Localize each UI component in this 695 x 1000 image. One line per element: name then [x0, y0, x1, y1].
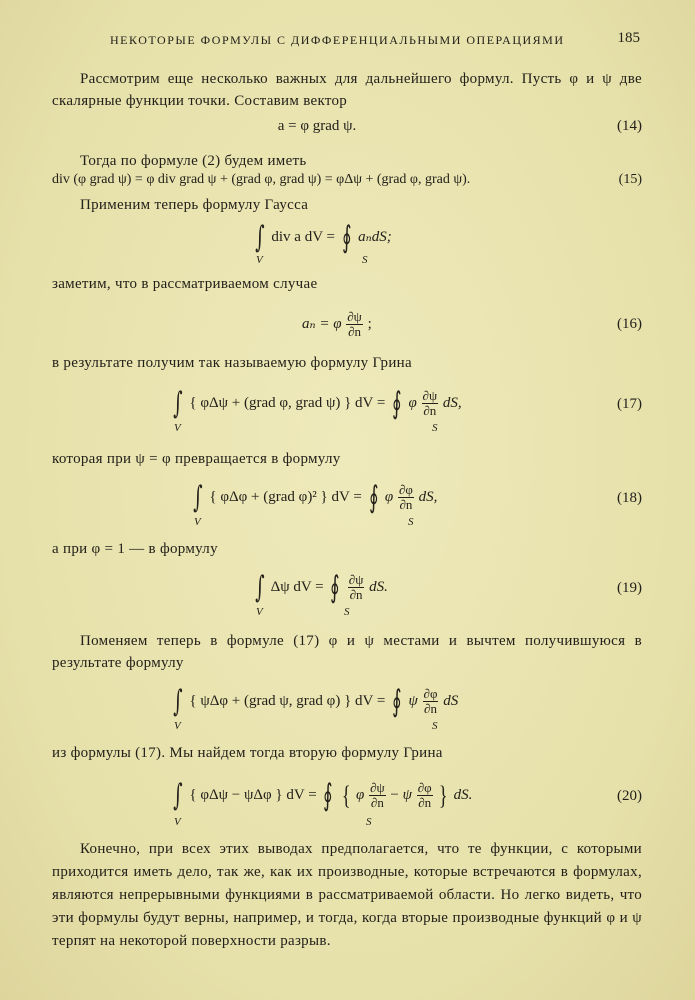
gauss-rhs: aₙdS;	[358, 228, 392, 245]
eq16-tail: ;	[367, 315, 372, 332]
eqswap-lhs: { ψΔφ + (grad ψ, grad φ) } dV =	[189, 692, 390, 709]
eq19-frac-bot: ∂n	[349, 587, 363, 602]
paragraph-second-green: из формулы (17). Мы найдем тогда вторую формулу Грина	[52, 745, 443, 761]
eq16-lhs: aₙ = φ	[302, 315, 342, 332]
eq18-tail: dS,	[418, 488, 438, 505]
equation-17-number: (17)	[617, 396, 642, 412]
eq18-fraction	[398, 483, 414, 512]
eqswap-fraction	[423, 687, 439, 716]
eq17-coef: φ	[408, 394, 417, 411]
equation-20	[52, 772, 642, 826]
equation-15-number: (15)	[618, 172, 642, 187]
eq20-f2-top: ∂φ	[417, 780, 432, 795]
eqswap-sub-s: S	[432, 720, 438, 732]
eq20-fraction-2	[417, 781, 433, 810]
equation-14-body: a = φ grad ψ.	[277, 118, 357, 134]
equation-18-number: (18)	[617, 490, 642, 506]
surface-integral-sign: ∮	[323, 778, 333, 813]
integral-sign: ∫	[255, 570, 265, 605]
eqswap-sub-v: V	[174, 720, 181, 732]
eq19-sub-v: V	[256, 606, 263, 618]
paragraph-green: в результате получим так называемую формулу Грина	[52, 355, 412, 371]
eq17-fraction	[422, 389, 439, 418]
eq16-fraction	[346, 310, 363, 339]
surface-integral-sign: ∮	[330, 570, 340, 605]
equation-gauss	[52, 220, 642, 264]
eq20-minus: −	[390, 786, 399, 803]
eqswap-frac-bot: ∂n	[424, 701, 437, 716]
gauss-sub-v: V	[256, 254, 263, 266]
equation-19-number: (19)	[617, 580, 642, 596]
page-number: 185	[617, 30, 640, 46]
equation-20-number: (20)	[617, 788, 642, 804]
paragraph-intro: Рассмотрим еще несколько важных для дальнейшего формул. Пусть φ и ψ две скалярные функции точки. Составим вектор	[52, 71, 642, 109]
paragraph-swap: Поменяем теперь в формуле (17) φ и ψ местами и вычтем получившуюся в результате формулу	[52, 633, 642, 671]
eq17-lhs: { φΔψ + (grad φ, grad ψ) } dV =	[189, 394, 390, 411]
eq20-tail: dS.	[453, 786, 473, 803]
integral-sign: ∫	[173, 778, 183, 813]
eq16-frac-top: ∂ψ	[347, 309, 362, 324]
surface-integral-sign: ∮	[341, 220, 352, 255]
eq19-tail: dS.	[369, 578, 388, 595]
eq20-f2-bot: ∂n	[418, 795, 432, 810]
eqswap-frac-top: ∂φ	[423, 686, 438, 701]
equation-15-body: div (φ grad ψ) = φ div grad ψ + (grad φ, grad ψ) = φΔψ + (grad φ, grad ψ).	[52, 172, 471, 187]
equation-18	[52, 476, 642, 526]
gauss-lhs: div a dV =	[271, 228, 339, 245]
eq20-lhs: { φΔψ − ψΔφ } dV =	[189, 786, 321, 803]
eq17-frac-top: ∂ψ	[422, 388, 438, 403]
header-title: НЕКОТОРЫЕ ФОРМУЛЫ С ДИФФЕРЕНЦИАЛЬНЫМИ ОПЕРАЦИЯМИ	[110, 33, 565, 47]
eq20-c2: ψ	[402, 786, 412, 803]
right-brace: }	[439, 780, 449, 810]
equation-14-number: (14)	[617, 118, 642, 134]
eq19-lhs: Δψ dV =	[270, 578, 328, 595]
surface-integral-sign: ∮	[368, 480, 379, 515]
eq18-frac-bot: ∂n	[399, 497, 413, 512]
eq19-frac-top: ∂ψ	[348, 572, 364, 587]
left-brace: {	[341, 780, 351, 810]
eq17-sub-v: V	[174, 422, 181, 434]
equation-16-number: (16)	[617, 316, 642, 332]
eq19-sub-s: S	[344, 606, 350, 618]
eq20-f1-top: ∂ψ	[370, 780, 385, 795]
paragraph-gauss: Применим теперь формулу Гаусса	[80, 197, 309, 213]
eqswap-tail: dS	[443, 692, 459, 709]
integral-sign: ∫	[173, 386, 183, 421]
equation-19	[52, 566, 642, 616]
equation-14	[52, 118, 642, 142]
eq18-lhs: { φΔφ + (grad φ)² } dV =	[209, 488, 366, 505]
paragraph-psi-eq-phi: которая при ψ = φ превращается в формулу	[52, 451, 341, 467]
eq19-fraction	[348, 573, 365, 602]
running-header	[110, 30, 640, 52]
eq18-coef: φ	[384, 488, 394, 505]
eq18-sub-s: S	[408, 516, 414, 528]
integral-sign: ∫	[255, 220, 265, 255]
paragraph-note: заметим, что в рассматриваемом случае	[52, 276, 318, 292]
surface-integral-sign: ∮	[392, 386, 402, 421]
gauss-sub-s: S	[362, 254, 368, 266]
eq20-sub-v: V	[174, 816, 181, 828]
integral-sign: ∫	[173, 684, 183, 719]
eq18-sub-v: V	[194, 516, 201, 528]
integral-sign: ∫	[193, 480, 203, 515]
eqswap-coef: ψ	[408, 692, 418, 709]
eq20-f1-bot: ∂n	[370, 795, 384, 810]
equation-15	[52, 172, 642, 196]
paragraph-then: Тогда по формуле (2) будем иметь	[80, 153, 307, 169]
eq17-tail: dS,	[442, 394, 462, 411]
eq20-fraction-1	[369, 781, 386, 810]
surface-integral-sign: ∮	[392, 684, 402, 719]
eq17-frac-bot: ∂n	[423, 403, 437, 418]
equation-16	[52, 306, 642, 342]
equation-17	[52, 382, 642, 432]
paragraph-conclusion: Конечно, при всех этих выводах предполагается, что те функции, с которыми приходится иметь дело, так же, как их производные, которые встречаются в формулах, являются непрерывными функциями в рассматриваемой области. Но легко видеть, что эти формулы будут верны, например, и тогда, когда вторые производные функций φ и ψ терпят на некоторой поверхности разрыв.	[52, 841, 642, 949]
eq17-sub-s: S	[432, 422, 438, 434]
paragraph-phi-one: а при φ = 1 — в формулу	[52, 541, 218, 557]
equation-swapped	[52, 680, 642, 730]
eq20-c1: φ	[356, 786, 365, 803]
eq20-sub-s: S	[366, 816, 372, 828]
eq16-frac-bot: ∂n	[348, 324, 361, 339]
eq18-frac-top: ∂φ	[398, 482, 413, 497]
